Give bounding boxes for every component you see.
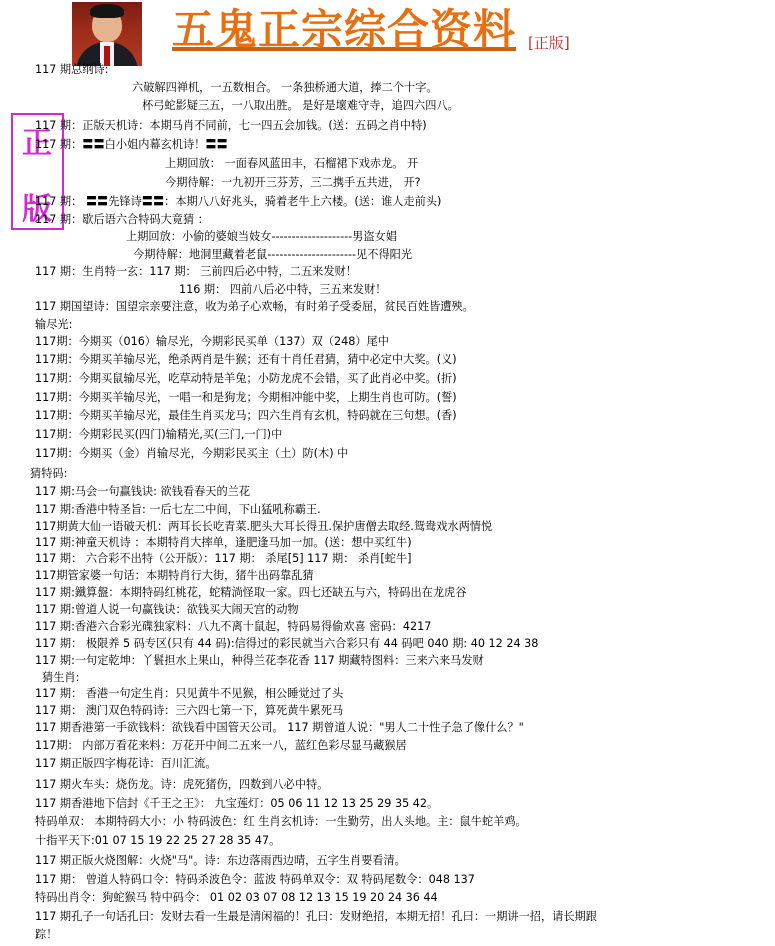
title-badge: [正版] bbox=[528, 34, 570, 52]
stamp-char-2: 版 bbox=[22, 192, 52, 227]
text-line: 117期： 内部万看花来料：万花开中间二五来一八，蓝红色彩尽显马藏猴居 bbox=[35, 739, 407, 752]
text-line: 六破解四禅机，一五数相合。 一条独桥通大道，捧二个十字。 bbox=[132, 81, 438, 94]
text-line: 117 期： 六合彩不出特（公开版）：117 期： 杀尾[5] 117 期： 杀肖[蛇牛] bbox=[35, 552, 412, 565]
text-line: 特码单双： 本期特码大小：小 特码波色：红 生肖玄机诗：一生勤劳，出人头地。主：鼠牛蛇羊鸡。 bbox=[35, 815, 527, 828]
text-line: 117 期正版火烧图解：火烧"马"。诗：东边落雨西边晴，五字生肖要看清。 bbox=[35, 854, 406, 867]
stamp-char-1: 正 bbox=[22, 126, 52, 161]
text-line: 117 期:一句定乾坤：丫鬟担水上果山，种得兰花李花香 117 期藏特图料：三来六来马发财 bbox=[35, 654, 484, 667]
page-title: 五鬼正宗综合资料 bbox=[172, 5, 517, 54]
text-line: 117期黄大仙一语破天机：两耳长长吃青菜.肥头大耳长得丑.保护唐僧去取经.鸳鸯戏水两情悦 bbox=[35, 520, 493, 533]
text-line: 117 期：正版天机诗：本期马肖不同前，七一四五会加钱。(送：五码之肖中特) bbox=[35, 119, 427, 132]
text-line: 上期回放：小偷的婆娘当妓女--------------------男盗女娼 bbox=[126, 230, 397, 243]
text-line: 117 期:香港中特圣旨: 一后七左二中间，下山猛吼称霸王. bbox=[35, 503, 321, 516]
text-line: 117 期： 曾道人特码口令：特码杀波色令：蓝波 特码单双令：双 特码尾数令：048 137 bbox=[35, 873, 475, 886]
text-line: 117 期：生肖特一玄：117 期： 三前四后必中特，二五来发财！ bbox=[35, 265, 357, 278]
text-line: 今期待解：地洞里藏着老鼠----------------------见不得阳光 bbox=[133, 248, 413, 261]
text-line: 杯弓蛇影疑三五，一八取出胜。 是好是壞难守寺，追四六四八。 bbox=[142, 99, 459, 112]
text-line: 116 期： 四前八后必中特，三五来发财！ bbox=[179, 283, 387, 296]
section-heading: 猜生肖: bbox=[42, 671, 80, 684]
text-line: 117期管家婆一句话：本期特肖行大街，猪牛出码靠乱猜 bbox=[35, 569, 314, 582]
text-line: 117期：今期买（金）肖输尽光，今期彩民买主（土）防(木) 中 bbox=[35, 447, 349, 460]
text-line: 117 期正版四字梅花诗：百川汇流。 bbox=[35, 757, 217, 770]
text-line: 117 期火车头：烧伤龙。诗：虎死猪伤，四数到八必中特。 bbox=[35, 778, 329, 791]
text-line: 117 期孔子一句话孔曰：发财去看一生最是清闲福的！孔曰：发财绝招，本期无招！孔曰：一期讲一招，请长期跟 bbox=[35, 910, 597, 923]
text-line: 117 期香港地下信封《千王之王》： 九宝莲灯：05 06 11 12 13 25 29 35 42。 bbox=[35, 797, 439, 810]
text-line: 117 期:鐵算盤：本期特码红桃花，蛇精淌怪取一家。四七还缺五与六，特码出在龙虎谷 bbox=[35, 586, 467, 599]
text-line: 117 期：歇后语六合特码大竟猜 ： bbox=[35, 213, 209, 226]
text-line: 上期回放： 一面春风蓝田丰，石榴裙下戏赤龙。 开 bbox=[165, 157, 419, 170]
text-line: 117期：今期买（016）输尽光，今期彩民买单（137）双（248）尾中 bbox=[35, 335, 389, 348]
text-line: 117期：今期买羊输尽光，最佳生肖买龙马；四六生肖有玄机，特码就在三句想。(香) bbox=[35, 409, 457, 422]
text-line: 117期：今期彩民买(四门)输精光,买(三门,一门)中 bbox=[35, 428, 283, 441]
section-heading: 输尽光: bbox=[35, 318, 73, 331]
text-line: 117 期： 香港一句定生肖：只见黄牛不见猴，相公睡觉过了头 bbox=[35, 687, 344, 700]
text-line: 117 期： 澳门双色特码诗：三六四七第一下，算死黄牛累死马 bbox=[35, 704, 344, 717]
text-line: 十指平天下:01 07 15 19 22 25 27 28 35 47。 bbox=[35, 834, 281, 847]
text-line: 117 期国望诗：国望宗亲要注意，收为弟子心欢畅，有时弟子受委屈，贫民百姓皆遭殃。 bbox=[35, 300, 474, 313]
text-line: 今期待解：一九初开三芬芳，三二携手五共进， 开? bbox=[165, 176, 421, 189]
section-heading: 猜特码: bbox=[30, 467, 68, 480]
text-line: 117 期：〓〓白小姐内幕玄机诗！〓〓 bbox=[35, 138, 228, 151]
text-line: 117期：今期买羊输尽光，一唱一和是狗龙；今期相冲能中奖，上期生肖也可防。(誓) bbox=[35, 391, 457, 404]
text-line: 117 期香港第一手欲钱料：欲钱看中国管天公司。 117 期曾道人说："男人二十性子急了像什么？" bbox=[35, 721, 524, 734]
text-line: 特码出肖令：狗蛇猴马 特中码令： 01 02 03 07 08 12 13 15 19 20 24 36 44 bbox=[35, 891, 438, 904]
text-line: 117 期:香港六合彩光碟独家料：八九不离十鼠起，特码易得偷欢喜 密码：4217 bbox=[35, 620, 432, 633]
text-line: 117 期:马会一句赢钱诀: 欲钱看春天的兰花 bbox=[35, 485, 251, 498]
text-line: 117期：今期买鼠输尽光，吃草动特是羊兔；小防龙虎不会错，买了此肖必中奖。(折) bbox=[35, 372, 457, 385]
text-line: 117期：今期买羊输尽光，绝杀两肖是牛猴；还有十肖任君猜，猜中必定中大奖。(义) bbox=[35, 353, 457, 366]
text-line: 117 期： 极限养 5 码专区(只有 44 码):信得过的彩民就当六合彩只有 44 码吧 040 期: 40 12 24 38 bbox=[35, 637, 539, 650]
author-photo bbox=[72, 2, 142, 66]
text-line: 117 期总纲诗: bbox=[35, 63, 109, 76]
text-line: 117 期： 〓〓先锋诗〓〓：本期八八好兆头，骑着老牛上六楼。(送：谁人走前头) bbox=[35, 195, 442, 208]
text-line: 117 期:曾道人说一句赢钱诀：欲钱买大闹天宫的动物 bbox=[35, 603, 299, 616]
text-line: 117 期:神童天机诗 ：本期特肖大摔单，逢肥逢马加一加。(送：想中买红牛) bbox=[35, 536, 412, 549]
photo-hair bbox=[90, 4, 124, 18]
text-line: 踪！ bbox=[35, 928, 58, 941]
